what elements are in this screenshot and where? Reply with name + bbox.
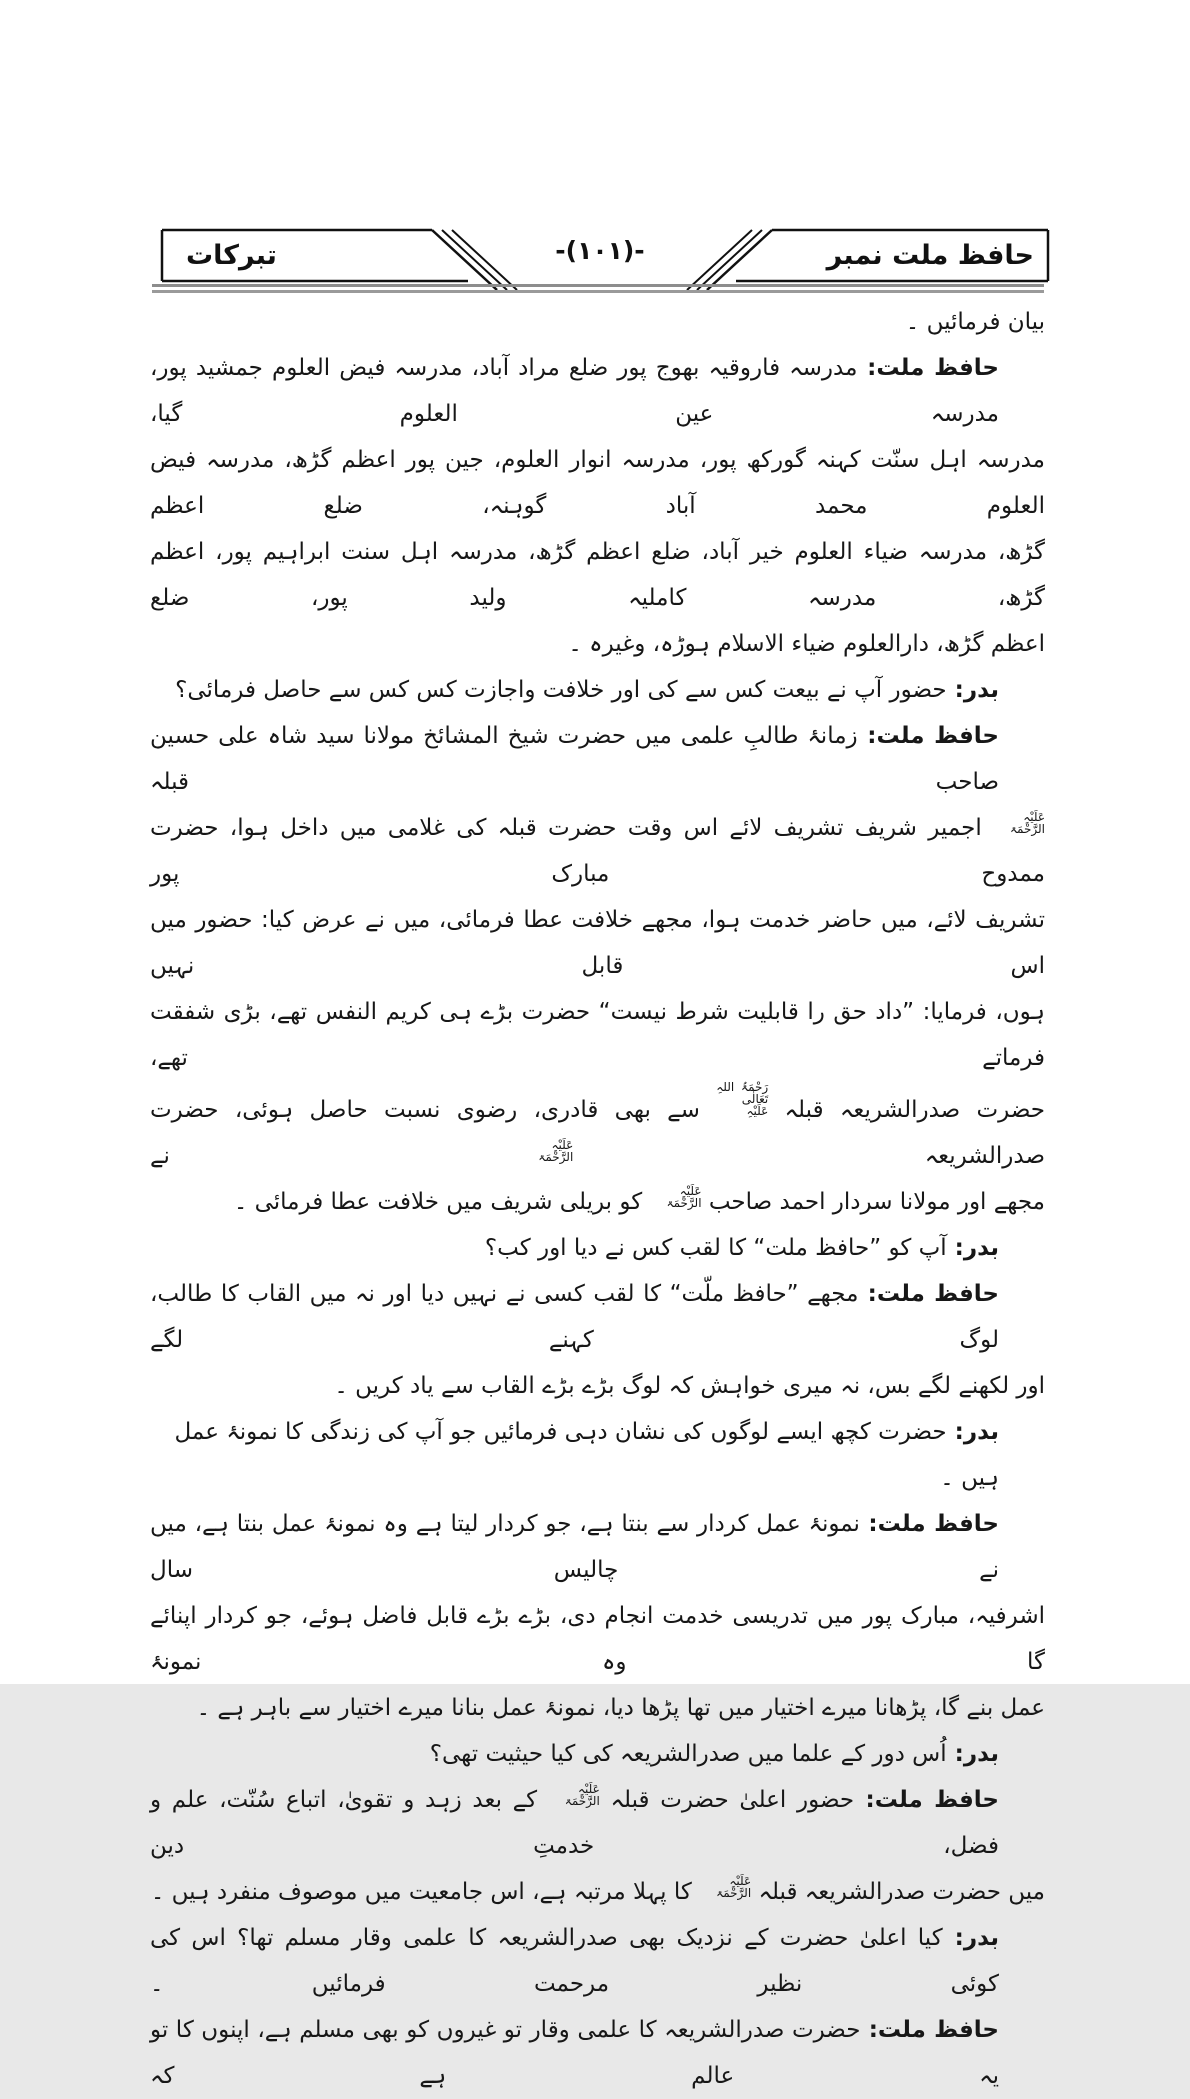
text-segment: اُس دور کے علما میں صدرالشریعہ کی کیا حیثیت تھی؟ (429, 1741, 947, 1767)
text-segment: مدرسہ فاروقیہ بھوج پور ضلع مراد آباد، مدرسہ فیض العلوم جمشید پور، مدرسہ عین العلوم گیا، (150, 355, 999, 427)
text-segment: اجمیر شریف تشریف لائے اس وقت حضرت قبلہ کی غلامی میں داخل ہوا، حضرت ممدوح مبارک پور (150, 815, 1045, 887)
header-rule (152, 284, 1044, 293)
text-line (150, 299, 1045, 345)
speaker-label: بدر: (946, 1235, 999, 1261)
text-line (150, 1363, 1045, 1409)
text-segment: اشرفیہ، مبارک پور میں تدریسی خدمت انجام دی، بڑے بڑے قابل فاضل ہوئے، جو کردار اپنائے گا وہ نمونۂ (150, 1603, 1045, 1675)
honorific-mark: عَلَیْہِ الرَّحْمَۃ (1010, 810, 1045, 836)
text-segment: نے (150, 1143, 522, 1169)
body-text (150, 299, 1045, 2099)
honorific-mark: عَلَیْہِ الرَّحْمَۃ (564, 1782, 600, 1808)
text-segment: حضرت صدرالشریعہ قبلہ (768, 1097, 1046, 1123)
honorific-mark: عَلَیْہِ الرَّحْمَۃ (666, 1184, 702, 1210)
text-segment: کیا اعلیٰ حضرت کے نزدیک بھی صدرالشریعہ کا علمی وقار مسلم تھا؟ اس کی کوئی نظیر مرحمت فرمائیں ۔ (150, 1925, 999, 1997)
text-line (150, 1777, 1045, 1869)
text-segment: سے بھی قادری، رضوی نسبت حاصل ہوئی، حضرت صدرالشریعہ (150, 1097, 1045, 1169)
text-line (150, 621, 1045, 667)
text-line (150, 529, 1045, 621)
text-segment: اعظم گڑھ، دارالعلوم ضیاء الاسلام ہوڑہ، وغیرہ ۔ (568, 631, 1045, 657)
text-segment: نمونۂ عمل کردار سے بنتا ہے، جو کردار لیتا ہے وہ نمونۂ عمل بنتا ہے، میں نے چالیس سال (150, 1511, 999, 1583)
speaker-label: بدر: (942, 1925, 999, 1951)
text-segment: گڑھ، مدرسہ ضیاء العلوم خیر آباد، ضلع اعظم گڑھ، مدرسہ اہل سنت ابراہیم پور، اعظم گڑھ، مدرسہ کاملیہ ولید پور، ضلع (150, 539, 1045, 611)
honorific-mark: رَحْمَۃُ اللہِ تَعَالٰی عَلَیْہِ (716, 1080, 769, 1118)
text-line (150, 437, 1045, 529)
page-number: -(۱۰۱)- (555, 236, 645, 265)
text-line (150, 1081, 1045, 1179)
text-line (150, 1869, 1045, 1915)
text-line (150, 989, 1045, 1081)
speaker-label: بدر: (946, 677, 999, 703)
text-segment: میں حضرت صدرالشریعہ قبلہ (751, 1879, 1045, 1905)
honorific-mark: عَلَیْہِ الرَّحْمَۃ (716, 1874, 752, 1900)
text-line (150, 897, 1045, 989)
text-line (150, 1501, 1045, 1593)
text-line (150, 2007, 1045, 2099)
text-line (150, 1593, 1045, 1685)
text-segment: بیان فرمائیں ۔ (905, 309, 1045, 335)
text-line (150, 1685, 1045, 1731)
speaker-label: بدر: (946, 1419, 999, 1445)
text-segment: مجھے اور مولانا سردار احمد صاحب (701, 1189, 1045, 1215)
speaker-label: حافظ ملت: (860, 2017, 999, 2043)
text-segment: حضور اعلیٰ حضرت قبلہ (599, 1787, 855, 1813)
text-segment: مجھے ”حافظ ملّت“ کا لقب کسی نے نہیں دیا اور نہ میں القاب کا طالب، لوگ کہنے لگے (150, 1281, 999, 1353)
issue-title: حافظ ملت نمبر (826, 240, 1034, 271)
text-line (150, 713, 1045, 805)
text-segment: حضرت صدرالشریعہ کا علمی وقار تو غیروں کو بھی مسلم ہے، اپنوں کا تو یہ عالم ہے کہ (150, 2017, 999, 2089)
text-line (150, 805, 1045, 897)
text-line (150, 1915, 1045, 2007)
text-segment: ہوں، فرمایا: ”داد حق را قابلیت شرط نیست“ حضرت بڑے ہی کریم النفس تھے، بڑی شفقت فرماتے تھے، (150, 999, 1045, 1071)
text-line (150, 667, 1045, 713)
text-line (150, 345, 1045, 437)
text-line (150, 1225, 1045, 1271)
speaker-label: حافظ ملت: (854, 1787, 999, 1813)
text-segment: حضور آپ نے بیعت کس سے کی اور خلافت واجازت کس کس سے حاصل فرمائی؟ (175, 677, 947, 703)
text-segment: کے بعد زہد و تقویٰ، اتباع سُنّت، علم و فضل، خدمتِ دین (150, 1787, 999, 1859)
section-title: تبرکات (186, 240, 277, 271)
speaker-label: حافظ ملت: (858, 1281, 999, 1307)
text-line (150, 1179, 1045, 1225)
text-segment: مدرسہ اہل سنّت کہنہ گورکھ پور، مدرسہ انوار العلوم، جین پور اعظم گڑھ، مدرسہ فیض العلوم محمد آباد گوہنہ، ضلع اعظم (150, 447, 1045, 519)
text-line (150, 1409, 1045, 1501)
text-segment: کا پہلا مرتبہ ہے، اس جامعیت میں موصوف منفرد ہیں ۔ (150, 1879, 700, 1905)
text-segment: حضرت کچھ ایسے لوگوں کی نشان دہی فرمائیں جو آپ کی زندگی کا نمونۂ عمل ہیں ۔ (174, 1419, 999, 1491)
text-line (150, 1731, 1045, 1777)
text-segment: آپ کو ”حافظ ملت“ کا لقب کس نے دیا اور کب؟ (484, 1235, 947, 1261)
text-segment: تشریف لائے، میں حاضر خدمت ہوا، مجھے خلافت عطا فرمائی، میں نے عرض کیا: حضور میں اس قابل نہیں (150, 907, 1045, 979)
text-line (150, 1271, 1045, 1363)
honorific-mark: عَلَیْہِ الرَّحْمَۃ (538, 1138, 574, 1164)
speaker-label: حافظ ملت: (857, 723, 999, 749)
speaker-label: حافظ ملت: (859, 1511, 999, 1537)
text-segment: کو بریلی شریف میں خلافت عطا فرمائی ۔ (233, 1189, 650, 1215)
text-segment: اور لکھنے لگے بس، نہ میری خواہش کہ لوگ بڑے بڑے القاب سے یاد کریں ۔ (334, 1373, 1045, 1399)
speaker-label: بدر: (946, 1741, 999, 1767)
text-segment: عمل بنے گا، پڑھانا میرے اختیار میں تھا پڑھا دیا، نمونۂ عمل بنانا میرے اختیار سے باہر ہے ۔ (196, 1695, 1045, 1721)
text-segment: زمانۂ طالبِ علمی میں حضرت شیخ المشائخ مولانا سید شاہ علی حسین صاحب قبلہ (150, 723, 999, 795)
speaker-label: حافظ ملت: (857, 355, 999, 381)
